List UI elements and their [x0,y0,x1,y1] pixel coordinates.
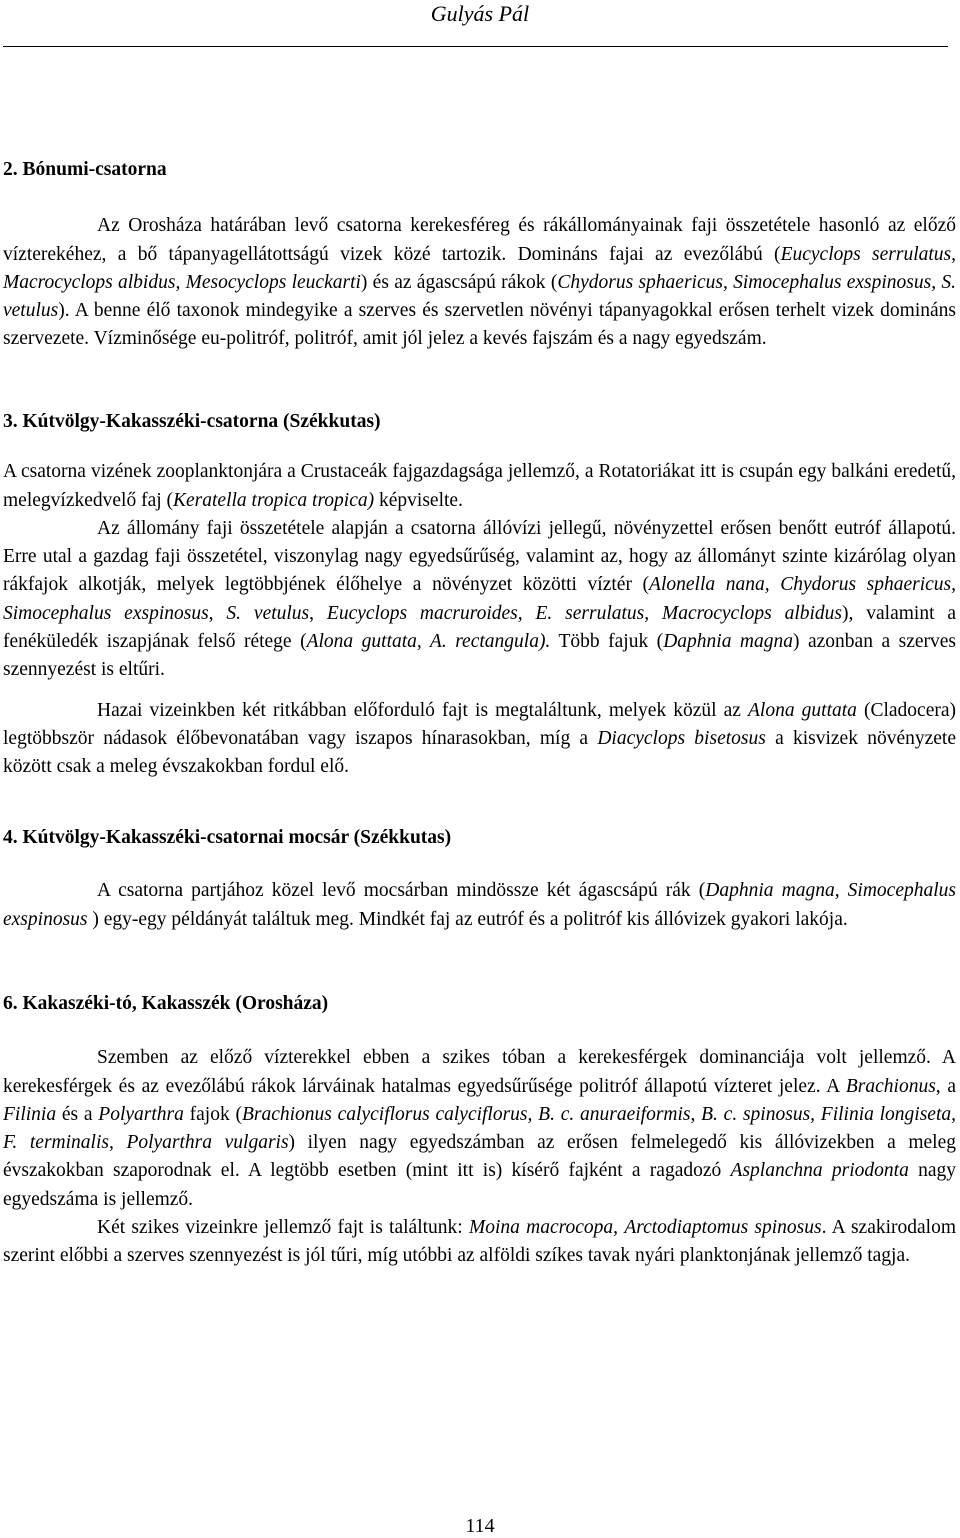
text-run: ) ilyen nagy egyedszámban az erősen felmelegedő kis állóvizekben a meleg évszakokban szaporodnak el. A legtöbb esetben (mint itt is) kísérő fajként a ragadozó [3,1132,957,1182]
italic-text: Arctodiaptomus spinosus [624,1217,822,1239]
paragraph [3,1214,956,1271]
italic-text: Asplanchna priodonta [730,1160,909,1182]
text-run: Több fajuk ( [550,631,664,653]
italic-text: Alonella nana, Chydorus sphaericus, Simocephalus exspinosus, S. vetulus [3,574,956,624]
text-run: ), valamint a fenéküledék iszapjának felső rétege ( [3,602,957,653]
paragraph [3,1044,956,1214]
text-run: Szemben az előző vízterekkel ebben a szikes tóban a kerekesférgek dominanciája volt jellemző. A kerekesférgek és az evezőlábú rákok lárváinak hatalmas egyedsűrűsége politróf állapotú vízteret jelez. A [3,1047,956,1097]
section-heading: 3. Kútvölgy-Kakasszéki-csatorna (Székkutas) [3,411,381,432]
text-run: , a [935,1075,957,1097]
text-run: és a [56,1103,99,1125]
italic-text: Moina macrocopa [468,1217,614,1239]
text-run: a kisvizek növényzete között csak a meleg évszakokban fordul elő. [3,727,956,778]
text-run: Két szikes vizeinkre jellemző fajt is találtunk: [97,1217,469,1239]
text-run: A csatorna vizének zooplanktonjára a Crustaceák fajgazdagsága jellemző, a Rotatoriákat itt is csupán egy balkáni eredetű, melegvízkedvelő faj ( [3,461,956,511]
page-number: 114 [465,1515,495,1537]
text-run: ). A benne élő taxonok mindegyike a szerves és szervetlen növényi tápanyagokkal erősen terhelt vizek domináns szervezete. Vízminősége eu-politróf, politróf, amit jól jelez a kevés fajszám és a nagy egyedszám. [3,300,956,350]
text-run: nagy egyedszáma is jellemző. [3,1160,957,1210]
text-run: Hazai vizeinkben két ritkábban előforduló fajt is megtaláltunk, melyek közül az [97,699,749,721]
italic-text: Diacyclops bisetosus [597,727,766,749]
paragraph [3,877,956,934]
section-heading: 2. Bónumi-csatorna [3,159,167,180]
section-heading: 4. Kútvölgy-Kakasszéki-csatornai mocsár (Székkutas) [3,827,452,848]
section-3 [3,408,956,782]
paragraph [3,458,956,515]
italic-text: Chydorus sphaericus, Simocephalus exspinosus, S. vetulus [3,271,956,322]
text-run: Az állomány faji összetétele alapján a csatorna állóvízi jellegű, növényzettel erősen benőtt eutróf állapotú. Erre utal a gazdag faji összetétel, viszonylag nagy egyedsűrűség, valamint az, hogy az állományt szinte kizárólag olyan rákfajok alkotják, melyek legtöbbjének élőhelye a növényzet közötti víztér ( [3,517,956,596]
italic-text: Keratella tropica tropica) [173,489,375,511]
text-run: képviselte. [374,489,463,511]
text-run: A csatorna partjához közel levő mocsárban mindössze két ágascsápú rák ( [97,880,706,902]
header-divider [3,46,948,47]
section-4 [3,824,956,934]
text-run: , [309,602,327,624]
section-6 [3,990,956,1271]
text-run: Az Orosháza határában levő csatorna kerekesféreg és rákállományainak faji összetétele hasonló az előző vízterekéhez, a bő tápanyagellátottságú vizek közé tartozik. Domináns fajai az evezőlábú ( [3,215,956,265]
text-run: , [613,1217,625,1239]
italic-text: Filinia [3,1103,57,1125]
text-run: , [834,880,848,902]
italic-text: Daphnia magna [705,880,835,902]
section-heading: 6. Kakaszéki-tó, Kakasszék (Orosháza) [3,993,329,1014]
text-run: ) egy-egy példányát találtuk meg. Mindkét faj az eutróf és a politróf kis állóvizek gyakori lakója. [87,908,848,930]
section-2 [3,156,956,354]
italic-text: Alona guttata [748,699,857,721]
italic-text: Daphnia magna [663,631,794,653]
italic-text: Simocephalus exspinosus [3,880,956,930]
italic-text: Brachionus calyciflorus calyciflorus, B. c. anuraeiformis, B. c. spinosus, Filinia longiseta, F. terminalis, Polyarthra vulgaris [3,1103,957,1154]
text-run: (Cladocera) legtöbbször nádasok élőbevonatában vagy iszapos hínarasokban, míg a [3,699,956,749]
italic-text: Brachionus [845,1075,936,1097]
italic-text: Alona guttata, A. rectangula). [306,631,551,653]
text-run: fajok ( [183,1103,242,1125]
text-run: . A szakirodalom szerint előbbi a szerves szennyezést is jól tűri, míg utóbbi az alföldi szíkes tavak nyári planktonjának jellemző tagja. [3,1217,957,1267]
italic-text: Polyarthra [98,1103,184,1125]
italic-text: Eucyclops macruroides, E. serrulatus, Macrocyclops albidus [326,602,843,624]
text-run: ) és az ágascsápú rákok ( [360,271,558,293]
paragraph [3,212,956,353]
paragraph [3,515,956,685]
running-header: Gulyás Pál [430,1,530,26]
text-run: ) azonban a szerves szennyezést is eltűri. [3,631,956,681]
paragraph [3,697,956,782]
italic-text: Eucyclops serrulatus, Macrocyclops albidus, Mesocyclops leuckarti [3,243,956,293]
